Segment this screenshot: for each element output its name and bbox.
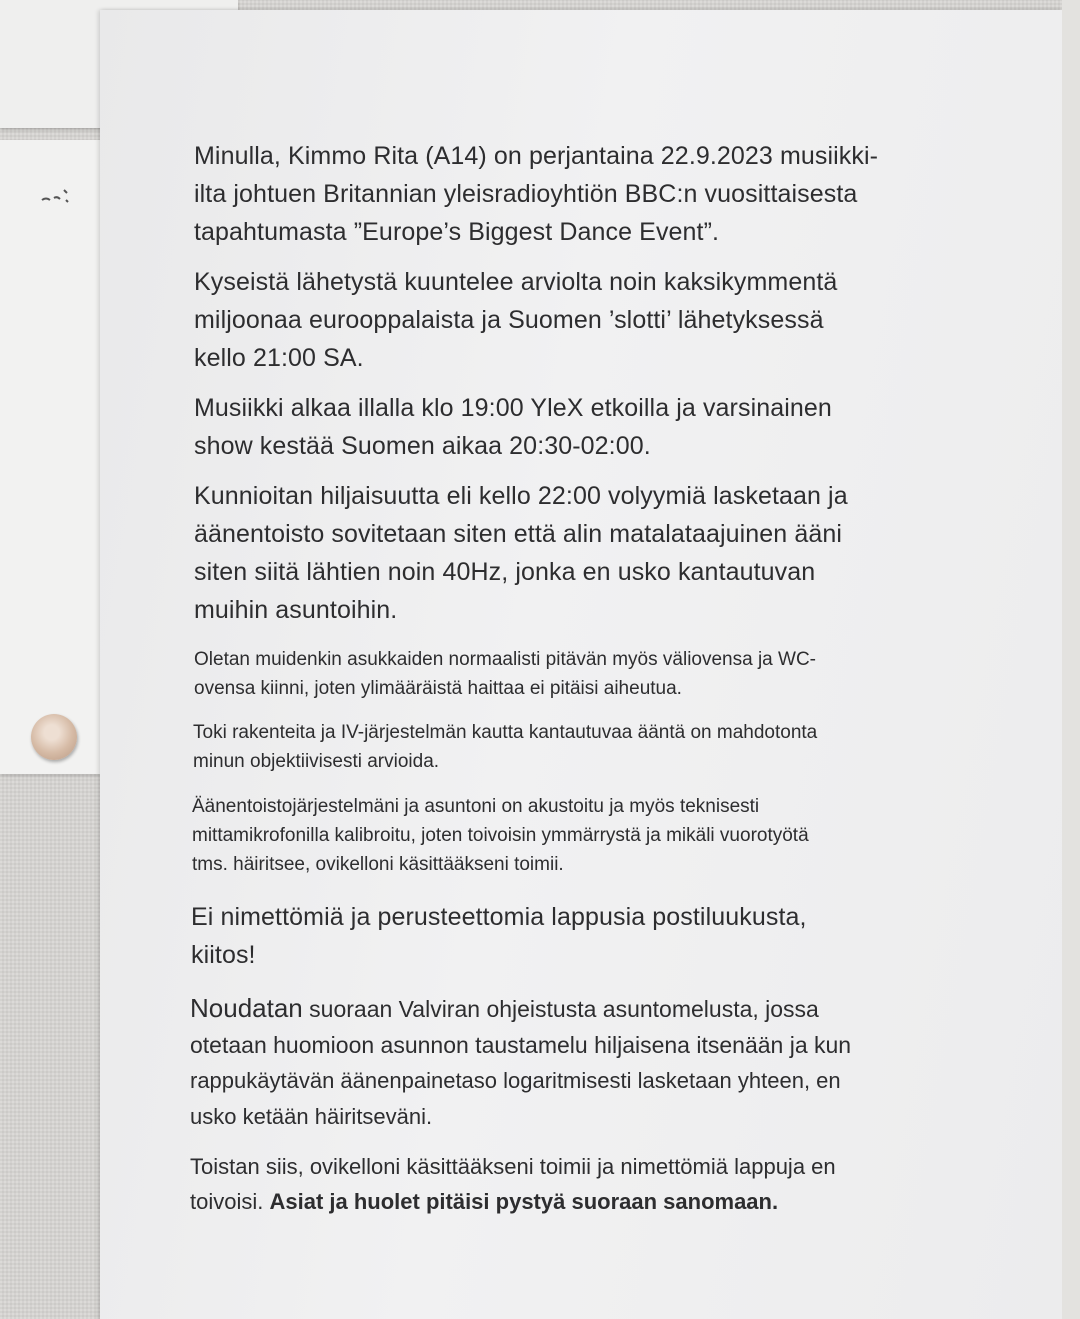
board-right-edge	[1062, 0, 1080, 1319]
text-line: Äänentoistojärjestelmäni ja asuntoni on akustoitu ja myös teknisesti	[192, 796, 760, 817]
text-line: ovensa kiinni, joten ylimääräistä haittaa ei pitäisi aiheutua.	[194, 678, 682, 699]
text-line	[190, 990, 851, 1027]
text-line: minun objektiivisesti arvioida.	[193, 751, 440, 772]
text-line: tms. häiritsee, ovikelloni käsittääkseni toimii.	[192, 854, 564, 875]
paragraph-no-anonymous-notes	[191, 898, 807, 974]
text-line: Kunnioitan hiljaisuutta eli kello 22:00 volyymiä lasketaan ja	[194, 482, 848, 510]
text-line: mittamikrofonilla kalibroitu, joten toivoisin ymmärrystä ja mikäli vuorotyötä	[192, 825, 809, 846]
text-line: Musiikki alkaa illalla klo 19:00 YleX etkoilla ja varsinainen	[194, 394, 832, 422]
paragraph-closing	[190, 1149, 836, 1219]
text-line: show kestää Suomen aikaa 20:30-02:00.	[194, 432, 651, 460]
paragraph-audience	[194, 263, 837, 377]
text-line: Toistan siis, ovikelloni käsittääkseni toimii ja nimettömiä lappuja en	[190, 1154, 836, 1179]
text-line	[190, 1184, 836, 1219]
text-line: usko ketään häiritseväni.	[190, 1104, 433, 1129]
push-pin-beige-icon	[31, 714, 77, 760]
paragraph-valvira-guidance	[190, 990, 851, 1135]
text-line: kiitos!	[191, 941, 256, 969]
paragraph-structures	[193, 718, 817, 776]
paragraph-doors	[194, 645, 816, 703]
paragraph-schedule	[194, 389, 832, 465]
text-line: tapahtumasta ”Europe’s Biggest Dance Event”.	[194, 218, 720, 246]
paragraph-quiet-hours	[194, 477, 848, 629]
text-span: toivoisi.	[190, 1189, 270, 1214]
text-line: Minulla, Kimmo Rita (A14) on perjantaina 22.9.2023 musiikki-	[194, 142, 879, 170]
text-line: muihin asuntoihin.	[194, 596, 398, 624]
text-line: kello 21:00 SA.	[194, 344, 364, 372]
text-line: äänentoisto sovitetaan siten että alin matalataajuinen ääni	[194, 520, 843, 548]
text-span: suoraan Valviran ohjeistusta asuntomelusta, jossa	[302, 996, 819, 1022]
text-line: Oletan muidenkin asukkaiden normaalisti pitävän myös väliovensa ja WC-	[194, 649, 817, 670]
paragraph-acoustics	[192, 792, 809, 879]
text-line: miljoonaa eurooppalaista ja Suomen ’slotti’ lähetyksessä	[194, 306, 824, 334]
text-line: Toki rakenteita ja IV-järjestelmän kautta kantautuvaa ääntä on mahdotonta	[193, 722, 818, 743]
text-line: siten siitä lähtien noin 40Hz, jonka en usko kantautuvan	[194, 558, 816, 586]
text-line: ilta johtuen Britannian yleisradioyhtiön BBC:n vuosittaisesta	[194, 180, 858, 208]
text-line: Kyseistä lähetystä kuuntelee arviolta noin kaksikymmentä	[194, 268, 838, 296]
text-line: otetaan huomioon asunnon taustamelu hiljaisena itsenään ja kun	[190, 1032, 852, 1058]
paragraph-event-intro	[194, 137, 878, 251]
pencil-mark-icon	[40, 186, 80, 206]
background-paper-left	[0, 140, 100, 774]
text-line: Ei nimettömiä ja perusteettomia lappusia postiluukusta,	[191, 903, 807, 931]
closing-statement-bold: Asiat ja huolet pitäisi pystyä suoraan sanomaan.	[269, 1189, 779, 1214]
lead-word: Noudatan	[190, 993, 303, 1023]
text-line: rappukäytävän äänenpainetaso logaritmisesti lasketaan yhteen, en	[190, 1068, 841, 1093]
